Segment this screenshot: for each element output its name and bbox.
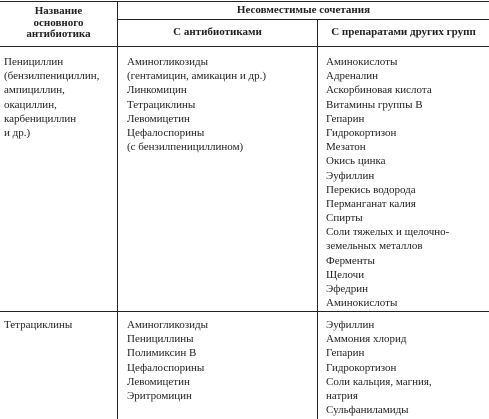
- cell-line: Аминогликозиды: [127, 56, 209, 68]
- cell-line: Щелочи: [326, 268, 365, 281]
- row-penicillin-other-drugs-cell: [326, 55, 449, 310]
- cell-line: карбенициллин: [4, 112, 77, 125]
- cell-line: Адреналин: [326, 70, 379, 83]
- cell-line: Соли кальция, магния,: [326, 375, 432, 388]
- cell-line: Эфедрин: [326, 283, 368, 295]
- cell-line: (бензилпенициллин,: [4, 70, 100, 83]
- cell-line: Левомицетин: [127, 112, 190, 125]
- cell-line: Перекись водорода: [326, 183, 416, 196]
- cell-line: земельных металлов: [326, 240, 423, 253]
- row-penicillin-antibiotics-cell: [127, 55, 266, 154]
- cell-line: Линкомицин: [127, 84, 187, 97]
- row-tetracycline-antibiotics-cell: [127, 318, 208, 403]
- row-separator-rule: [0, 311, 489, 312]
- cell-line: Мезатон: [326, 141, 366, 154]
- row-penicillin-name-cell: [4, 55, 99, 140]
- cell-line: Эритромицин: [127, 389, 192, 402]
- cell-line: Аминогликозиды: [127, 319, 209, 331]
- cell-line: Полимиксин В: [127, 347, 197, 360]
- header-bottom-rule: [0, 46, 489, 47]
- cell-line: Окись цинка: [326, 155, 386, 168]
- cell-line: Аскорбиновая кислота: [326, 84, 432, 97]
- header-group-rule: [117, 19, 489, 20]
- column-header-with-antibiotics: С антибиотиками: [173, 26, 262, 38]
- cell-line: Эуфиллин: [326, 169, 375, 182]
- cell-line: натрия: [326, 389, 358, 402]
- cell-line: Эуфиллин: [326, 319, 375, 331]
- cell-line: Цефалоспорины: [127, 126, 205, 139]
- row-tetracycline-other-drugs-cell: [326, 318, 432, 417]
- cell-line: Аминокислоты: [326, 56, 398, 68]
- column-divider-2: [317, 19, 318, 419]
- column-header-antibiotic-name: Название основного антибиотика: [26, 5, 91, 40]
- cell-line: Аммония хлорид: [326, 333, 407, 346]
- column-header-group-incompatible: Несовместимые сочетания: [236, 4, 371, 16]
- cell-line: Гепарин: [326, 347, 365, 360]
- cell-line: (с бензилпенициллином): [127, 141, 244, 154]
- cell-line: Соли тяжелых и щелочно-: [326, 226, 450, 239]
- cell-line: (гентамицин, амикацин и др.): [127, 70, 266, 83]
- cell-line: Левомицетин: [127, 375, 190, 388]
- cell-line: ампициллин,: [4, 84, 65, 97]
- cell-line: Перманганат калия: [326, 197, 416, 210]
- cell-line: Тетрациклины: [127, 98, 196, 111]
- column-header-with-other-drugs: С препаратами других групп: [331, 26, 476, 38]
- cell-line: Гепарин: [326, 112, 365, 125]
- cell-line: Ферменты: [326, 254, 375, 267]
- cell-line: Аминокислоты: [326, 297, 398, 310]
- cell-line: Спирты: [326, 212, 363, 225]
- cell-line: Пенициллин: [4, 56, 64, 68]
- cell-line: Тетрациклины: [4, 319, 73, 331]
- cell-line: Гидрокортизон: [326, 361, 397, 374]
- row-tetracycline-name-cell: [4, 318, 72, 332]
- cell-line: Пенициллины: [127, 333, 194, 346]
- cell-line: Сульфаниламиды: [326, 404, 409, 417]
- cell-line: и др.): [4, 126, 31, 139]
- column-divider-1: [117, 1, 118, 419]
- cell-line: Цефалоспорины: [127, 361, 205, 374]
- table-top-rule: [0, 1, 489, 2]
- cell-line: окациллин,: [4, 98, 57, 111]
- cell-line: Гидрокортизон: [326, 126, 397, 139]
- cell-line: Витамины группы В: [326, 98, 423, 111]
